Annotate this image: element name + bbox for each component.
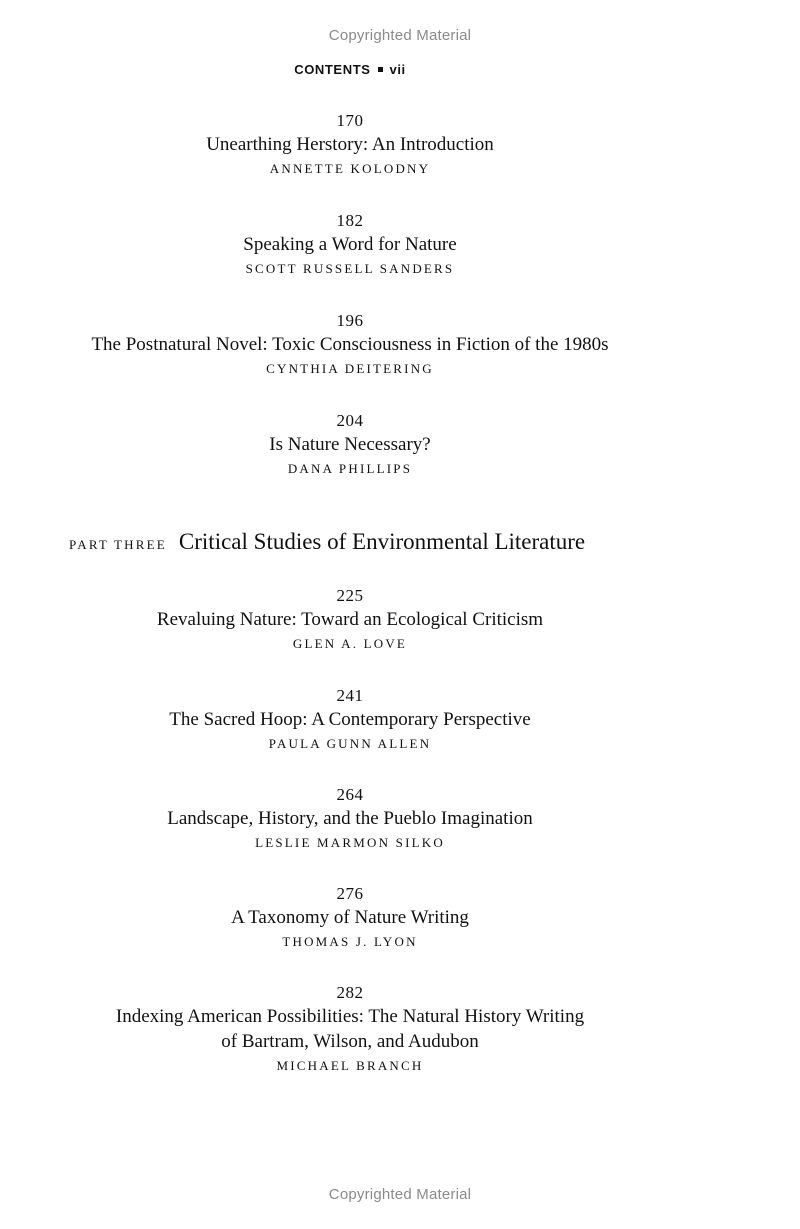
toc-entry <box>0 685 700 755</box>
toc-title-line-1: Indexing American Possibilities: The Natural History Writing <box>115 1006 585 1027</box>
toc-page-number: 204 <box>336 411 364 430</box>
toc-author: CYNTHIA DEITERING <box>266 361 434 376</box>
running-head-page-number: vii <box>389 62 406 77</box>
toc-entry <box>0 210 700 280</box>
toc-author: SCOTT RUSSELL SANDERS <box>245 261 455 276</box>
toc-author: THOMAS J. LYON <box>282 934 418 949</box>
toc-page-number: 282 <box>336 983 364 1002</box>
separator-square-icon <box>378 67 383 72</box>
toc-title-line-2: of Bartram, Wilson, and Audubon <box>221 1031 479 1052</box>
running-head-label: CONTENTS <box>294 62 371 77</box>
toc-title: Unearthing Herstory: An Introduction <box>206 134 494 155</box>
toc-entry <box>0 410 700 480</box>
toc-page-number: 182 <box>336 211 364 230</box>
toc-title: Speaking a Word for Nature <box>243 234 457 255</box>
toc-author: GLEN A. LOVE <box>292 636 408 651</box>
part-label: PART THREE <box>69 537 167 552</box>
part-heading <box>69 529 585 555</box>
toc-page-number: 170 <box>336 111 364 130</box>
toc-page-number: 264 <box>336 785 364 804</box>
toc-entry <box>0 585 700 655</box>
toc-entry <box>0 982 700 1077</box>
toc-page-number: 276 <box>336 884 364 903</box>
toc-entry <box>0 110 700 180</box>
toc-author: PAULA GUNN ALLEN <box>268 736 432 751</box>
toc-title: The Sacred Hoop: A Contemporary Perspective <box>169 709 531 730</box>
toc-title: The Postnatural Novel: Toxic Consciousness in Fiction of the 1980s <box>91 334 609 355</box>
toc-title: Revaluing Nature: Toward an Ecological Criticism <box>156 609 544 630</box>
toc-page-number: 196 <box>336 311 364 330</box>
toc-author: LESLIE MARMON SILKO <box>255 835 445 850</box>
part-title: Critical Studies of Environmental Literature <box>178 529 586 554</box>
copyright-watermark-bottom: Copyrighted Material <box>328 1186 472 1203</box>
toc-author: MICHAEL BRANCH <box>276 1058 424 1073</box>
toc-entry <box>0 784 700 854</box>
copyright-watermark-top: Copyrighted Material <box>328 27 472 44</box>
toc-entry <box>0 310 700 380</box>
toc-author: ANNETTE KOLODNY <box>269 161 431 176</box>
toc-page-number: 241 <box>336 686 364 705</box>
toc-entry <box>0 883 700 953</box>
toc-title: Landscape, History, and the Pueblo Imagination <box>167 808 533 829</box>
toc-page-number: 225 <box>336 586 364 605</box>
toc-title: A Taxonomy of Nature Writing <box>231 907 469 928</box>
running-head <box>0 62 700 77</box>
toc-author: DANA PHILLIPS <box>287 461 413 476</box>
toc-title: Is Nature Necessary? <box>269 434 431 455</box>
